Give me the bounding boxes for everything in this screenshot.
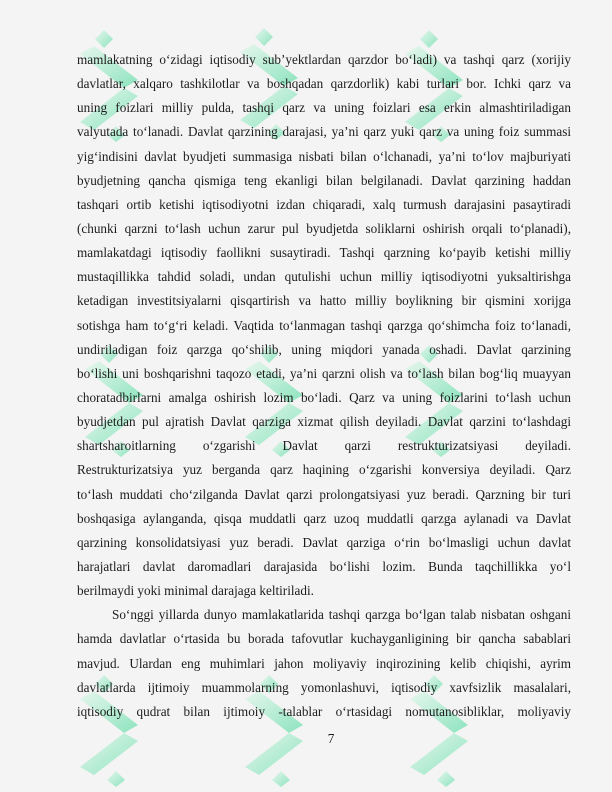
text-line: hamda davlatlar o‘rtasida bu borada tafovutlar kuchayganligining bir qancha sabablari <box>77 631 571 647</box>
text-line: shartsharoitlarning o‘zgarishi Davlat qarzi restrukturizatsiyasi deyiladi. <box>77 438 571 454</box>
text-line: mustaqillikka tahdid soladi, undan qutulishi uchun milliy iqtisodiyotni yuksaltirishga <box>77 269 571 285</box>
text-line: mamlakatning o‘zidagi iqtisodiy sub’yektlardan qarzdor bo‘ladi) va tashqi qarz (xorijiy <box>77 52 571 67</box>
text-line: iqtisodiy qudrat bilan ijtimoiy -talablar o‘rtasidagi nomutanosibliklar, moliyaviy <box>77 703 571 719</box>
text-line: yig‘indisini davlat byudjeti summasiga nisbati bilan o‘lchanadi, ya’ni to‘lov majburiyati <box>77 148 571 164</box>
text-line: uning foizlari milliy pulda, tashqi qarz va uning foizlari esa erkin almashtiriladigan <box>77 100 571 116</box>
text-line: harajatlari davlat daromadlari darajasida bo‘lishi lozim. Bunda taqchillikka yo‘l <box>77 558 571 574</box>
text-line: to‘lash muddati cho‘zilganda Davlat qarzi prolongatsiyasi yuz beradi. Qarzning bir turi <box>77 486 571 502</box>
text-line: qarzining konsolidatsiyasi yuz beradi. Davlat qarziga o‘rin bo‘lmasligi uchun davlat <box>77 534 571 550</box>
text-line: tashqari ortib ketishi iqtisodiyotni izdan chiqaradi, xalq turmush darajasini pasaytiradi <box>77 196 571 212</box>
body-text <box>77 48 571 724</box>
text-line: byudjetning qancha qismiga teng ekanligi bilan belgilanadi. Davlat qarzining haddan <box>77 172 571 188</box>
text-line: bo‘lishi uni boshqarishni taqozo etadi, ya’ni qarzni olish va to‘lash bilan bog‘liq muayyan <box>77 365 571 381</box>
text-line: mavjud. Ulardan eng muhimlari jahon moliyaviy inqirozining kelib chiqishi, ayrim <box>77 655 571 671</box>
text-line: undiriladigan foiz qarzga qo‘shilib, uning miqdori yanada oshadi. Davlat qarzining <box>77 341 571 357</box>
text-line: ketadigan investitsiyalarni qisqartirish va hatto milliy boylikning bir qismini xorijga <box>77 293 571 309</box>
paragraph <box>77 48 571 603</box>
paragraph <box>77 603 571 724</box>
page-number: 7 <box>327 731 335 746</box>
text-line: davlatlar, xalqaro tashkilotlar va boshqadan qarzdorlik) kabi turlari bor. Ichki qarz va <box>77 76 571 92</box>
text-line: mamlakatdagi iqtisodiy faollikni susaytiradi. Tashqi qarzning ko‘payib ketishi milliy <box>77 245 571 261</box>
text-line: byudjetdan pul ajratish Davlat qarziga xizmat qilish deyiladi. Davlat qarzini to‘lashdagi <box>77 414 571 430</box>
text-line: sotishga ham to‘g‘ri keladi. Vaqtida to‘lanmagan tashqi qarzga qo‘shimcha foiz to‘lanadi, <box>77 317 571 333</box>
text-line: davlatlarda ijtimoiy muammolarning yomonlashuvi, iqtisodiy xavfsizlik masalalari, <box>77 679 571 695</box>
text-line: choratadbirlarni amalga oshirish lozim bo‘ladi. Qarz va uning foizlarini to‘lash uchun <box>77 389 571 405</box>
text-line: (chunki qarzni to‘lash uchun zarur pul byudjetda soliklarni oshirish orqali to‘planadi), <box>77 220 571 236</box>
text-line: Restrukturizatsiya yuz berganda qarz haqining o‘zgarishi konversiya deyiladi. Qarz <box>77 462 571 478</box>
text-line: valyutada to‘lanadi. Davlat qarzining darajasi, ya’ni qarz yuki qarz va uning foiz summasi <box>77 124 571 140</box>
text-line: berilmaydi yoki minimal darajaga keltiriladi. <box>77 583 314 599</box>
text-line: boshqasiga aylanganda, qisqa muddatli qarz uzoq muddatli qarzga aylanadi va Davlat <box>77 510 571 526</box>
text-line: So‘nggi yillarda dunyo mamlakatlarida tashqi qarzga bo‘lgan talab nisbatan oshgani <box>112 607 571 623</box>
